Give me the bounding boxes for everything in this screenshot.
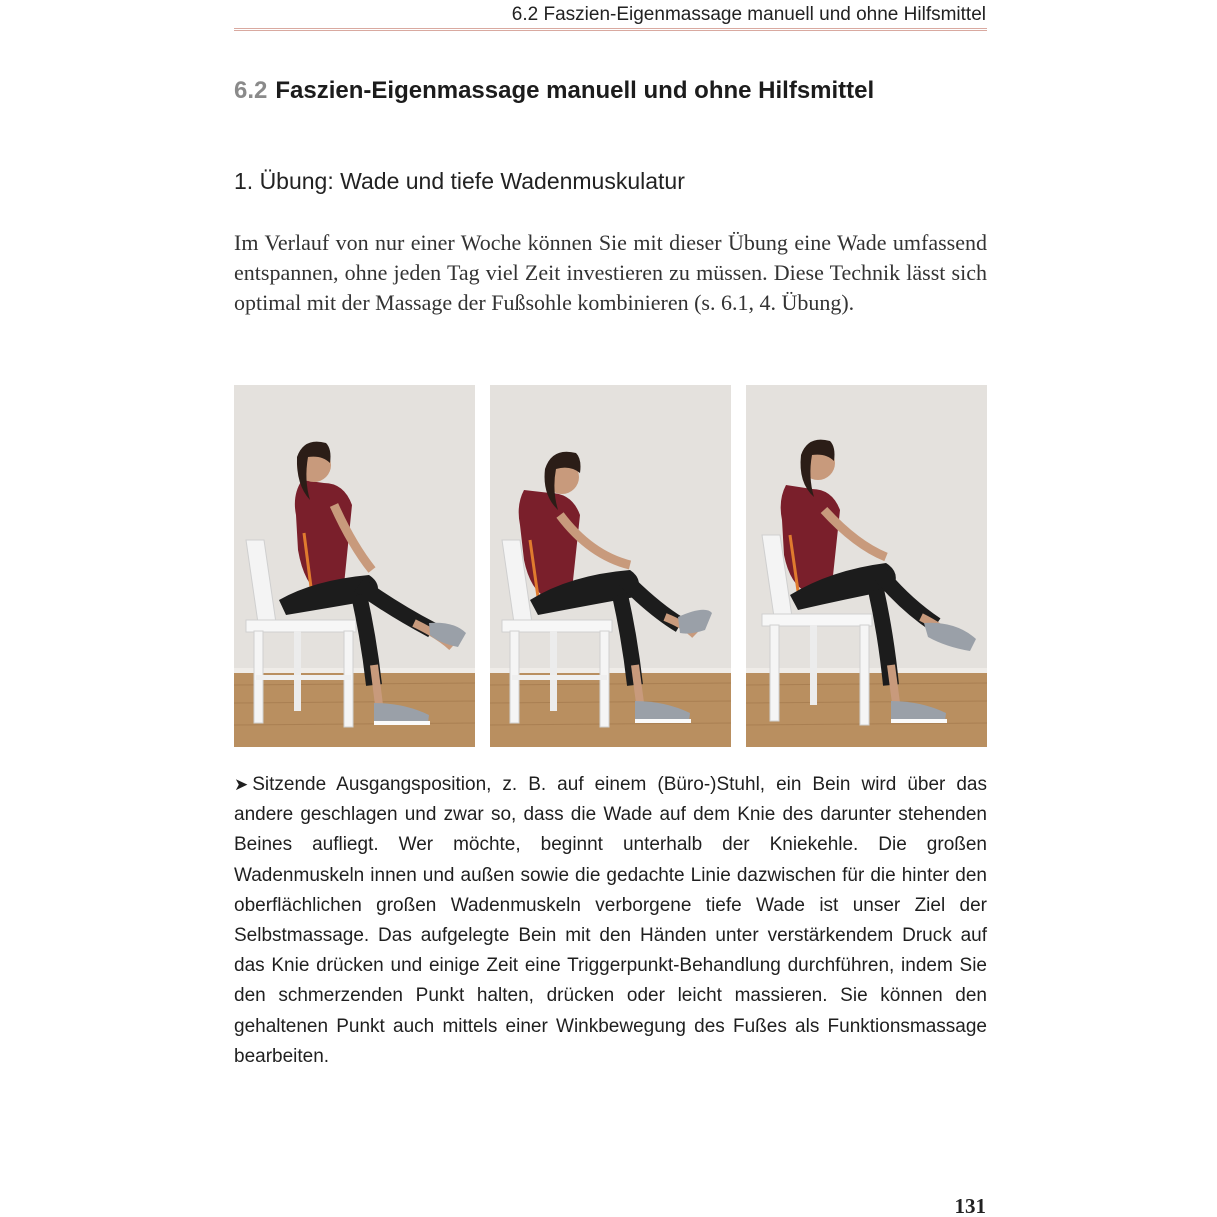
photo-step-1-illustration	[234, 385, 475, 747]
photo-step-2-illustration	[490, 385, 731, 747]
photo-step-3	[746, 385, 987, 747]
section-title-text: Faszien-Eigenmassage manuell und ohne Hilfsmittel	[275, 77, 875, 104]
page-number: 131	[954, 1194, 986, 1217]
photo-row	[234, 385, 987, 747]
header-rule	[234, 28, 987, 31]
section-title	[234, 77, 874, 105]
instruction-paragraph	[234, 770, 987, 1072]
photo-step-1	[234, 385, 475, 747]
intro-paragraph: Im Verlauf von nur einer Woche können Sie mit dieser Übung eine Wade umfassend entspannen, ohne jeden Tag viel Zeit investieren zu müssen. Diese Technik lässt sich optimal mit der Massage der Fußsohle kombinieren (s. 6.1, 4. Übung).	[234, 230, 987, 315]
instruction-text: Sitzende Ausgangsposition, z. B. auf einem (Büro-)Stuhl, ein Bein wird über das andere geschlagen und zwar so, dass die Wade auf dem Knie des darunter stehenden Beines aufliegt. Wer möchte, beginnt unterhalb der Kniekehle. Die großen Wadenmuskeln innen und außen sowie die gedachte Linie dazwischen für die hinter den oberflächlichen großen Wadenmuskeln verborgene tiefe Wade ist unser Ziel der Selbstmassage. Das aufgelegte Bein mit den Händen unter verstärkendem Druck auf das Knie drücken und einige Zeit eine Triggerpunkt-Behandlung durchführen, indem Sie den schmerzenden Punkt halten, drücken oder leicht massieren. Sie können den gehaltenen Punkt auch mittels einer Winkbewegung des Fußes als Funktionsmassage bearbeiten.	[234, 774, 987, 1067]
exercise-title: 1. Übung: Wade und tiefe Wadenmuskulatur	[234, 168, 685, 194]
arrow-bullet-icon: ➤	[234, 775, 249, 794]
running-head: 6.2 Faszien-Eigenmassage manuell und ohne Hilfsmittel	[511, 4, 986, 25]
photo-step-2	[490, 385, 731, 747]
section-number: 6.2	[234, 77, 268, 104]
photo-step-3-illustration	[746, 385, 987, 747]
